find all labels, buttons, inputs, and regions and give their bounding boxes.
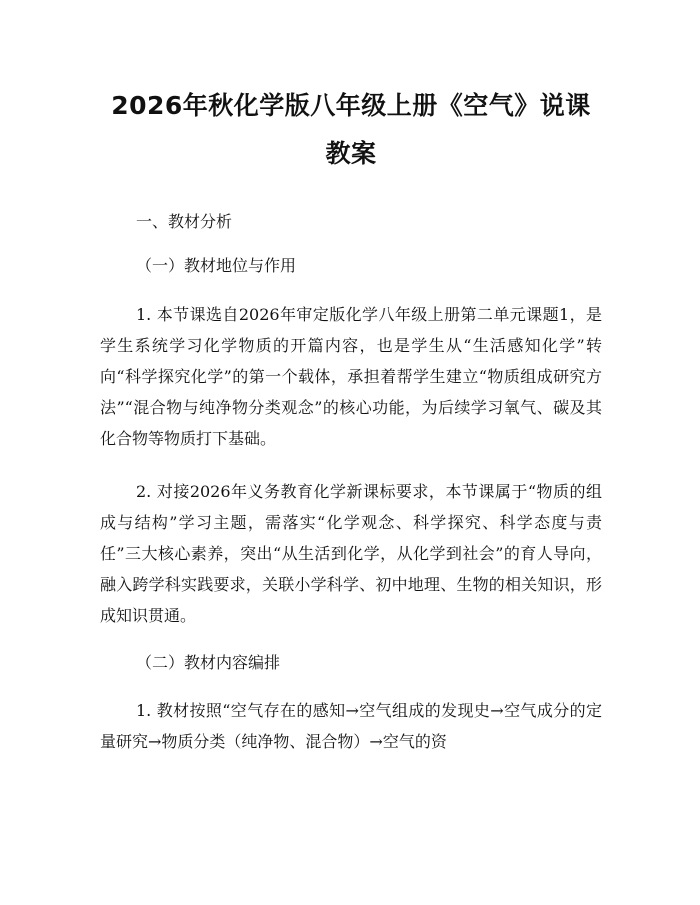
section-heading-textbook-analysis: 一、教材分析: [136, 212, 233, 231]
subsection-heading-content-arrangement: （二）教材内容编排: [136, 653, 281, 672]
document-title: 2026年秋化学版八年级上册《空气》说课教案: [111, 91, 591, 168]
paragraph-2: 2. 对接2026年义务教育化学新课标要求，本节课属于“物质的组成与结构”学习主题，需落实“化学观念、科学探究、科学态度与责任”三大核心素养，突出“从生活到化学，从化学到社会”的育人导向，融入跨学科实践要求，关联小学科学、初中地理、生物的相关知识，形成知识贯通。: [100, 482, 602, 625]
paragraph-3: 1. 教材按照“空气存在的感知→空气组成的发现史→空气成分的定量研究→物质分类（纯净物、混合物）→空气的资: [100, 701, 602, 751]
paragraph-1: 1. 本节课选自2026年审定版化学八年级上册第二单元课题1，是学生系统学习化学物质的开篇内容，也是学生从“生活感知化学”转向“科学探究化学”的第一个载体，承担着帮学生建立“物质组成研究方法”“混合物与纯净物分类观念”的核心功能，为后续学习氧气、碳及其化合物等物质打下基础。: [100, 305, 602, 448]
subsection-heading-position-role: （一）教材地位与作用: [136, 256, 297, 275]
